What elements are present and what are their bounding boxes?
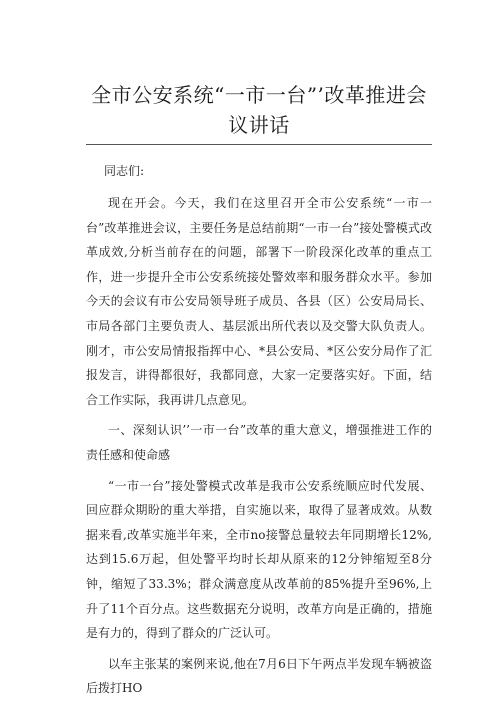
section-heading-1: 一、深刻认识’’一市一台”改革的重大意义，增强推进工作的责任感和使命感 xyxy=(86,423,432,462)
greeting: 同志们: xyxy=(104,164,145,178)
document-title: 全市公安系统“一市一台”’改革推进会议讲话 xyxy=(91,83,427,137)
title-divider xyxy=(86,144,432,145)
section1-paragraph-1: “一市一台”接处警模式改革是我市公安系统顺应时代发展、回应群众期盼的重大举措，自实施以来，取得了显著成效。从数据来看,改革实施半年来，全市no接警总量较去年同期增长12%,达到15.6万起，但处警平均时长却从原来的12分钟缩短至8分钟，缩短了33.3%；群众满意度从改革前的85%提升至96%,上升了11个百分点。这些数据充分说明，改革方向是正确的，措施是有力的，得到了群众的广泛认可。 xyxy=(86,478,432,641)
section1-paragraph-2: 以车主张某的案例来说,他在7月6日下午两点半发现车辆被盗后拨打HO xyxy=(86,656,432,696)
opening-paragraph: 现在开会。今天，我们在这里召开全市公安系统“一市一台”改革推进会议，主要任务是总结前期“一市一台”接处警模式改革成效,分析当前存在的问题，部署下一阶段深化改革的重点工作，进一步提升全市公安系统接处警效率和服务群众水平。参加今天的会议有市公安局领导班子成员、各县（区）公安局局长、市局各部门主要负责人、基层派出所代表以及交警大队负责人。刚才，市公安局情报指挥中心、*县公安局、*区公安分局作了汇报发言，讲得都很好，我都同意，大家一定要落实好。下面，结合工作实际，我再讲几点意见。 xyxy=(86,196,432,407)
